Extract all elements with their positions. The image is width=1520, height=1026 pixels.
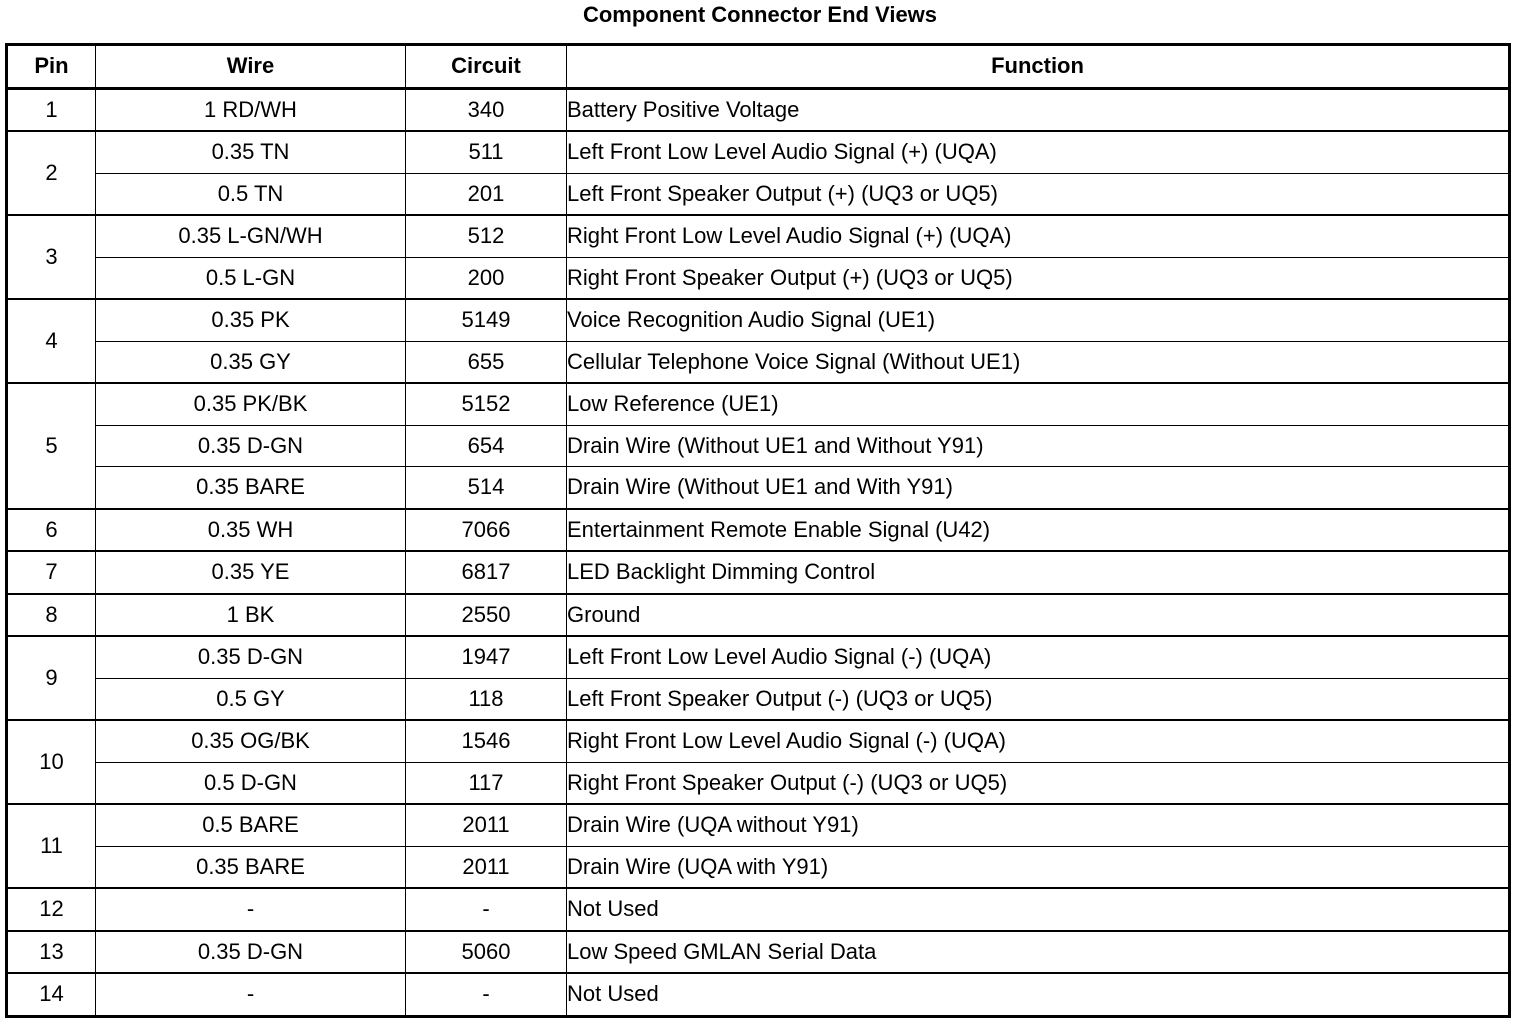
wire-cell: 1 BK xyxy=(96,594,406,637)
pin-cell: 8 xyxy=(7,594,96,637)
function-cell: Left Front Speaker Output (+) (UQ3 or UQ5) xyxy=(567,173,1510,215)
circuit-cell: 514 xyxy=(406,467,567,509)
header-function: Function xyxy=(567,45,1510,89)
circuit-cell: 654 xyxy=(406,425,567,467)
function-cell: Low Speed GMLAN Serial Data xyxy=(567,931,1510,974)
table-row xyxy=(7,383,1510,425)
wire-cell: 0.35 WH xyxy=(96,509,406,552)
header-wire: Wire xyxy=(96,45,406,89)
pin-cell: 3 xyxy=(7,215,96,299)
function-cell: Entertainment Remote Enable Signal (U42) xyxy=(567,509,1510,552)
wire-cell: 0.35 YE xyxy=(96,551,406,594)
wire-cell: - xyxy=(96,973,406,1016)
function-cell: Right Front Low Level Audio Signal (+) (UQA) xyxy=(567,215,1510,257)
circuit-cell: - xyxy=(406,888,567,931)
wire-cell: 0.35 OG/BK xyxy=(96,720,406,762)
function-cell: Right Front Speaker Output (-) (UQ3 or UQ5) xyxy=(567,762,1510,804)
connector-table xyxy=(5,43,1511,1018)
table-row xyxy=(7,299,1510,341)
table-row xyxy=(7,973,1510,1016)
function-cell: LED Backlight Dimming Control xyxy=(567,551,1510,594)
wire-cell: 0.35 PK xyxy=(96,299,406,341)
circuit-cell: 5060 xyxy=(406,931,567,974)
circuit-cell: - xyxy=(406,973,567,1016)
table-row xyxy=(7,551,1510,594)
wire-cell: - xyxy=(96,888,406,931)
function-cell: Drain Wire (Without UE1 and With Y91) xyxy=(567,467,1510,509)
page-title: Component Connector End Views xyxy=(582,2,938,27)
pin-cell: 13 xyxy=(7,931,96,974)
header-row xyxy=(7,45,1510,89)
wire-cell: 0.5 GY xyxy=(96,678,406,720)
function-cell: Ground xyxy=(567,594,1510,637)
table-row xyxy=(7,173,1510,215)
table-row xyxy=(7,636,1510,678)
pin-cell: 11 xyxy=(7,804,96,888)
wire-cell: 0.35 D-GN xyxy=(96,931,406,974)
function-cell: Drain Wire (Without UE1 and Without Y91) xyxy=(567,425,1510,467)
circuit-cell: 2011 xyxy=(406,846,567,888)
wire-cell: 0.35 GY xyxy=(96,341,406,383)
pin-cell: 6 xyxy=(7,509,96,552)
table-row xyxy=(7,131,1510,173)
table-row xyxy=(7,88,1510,131)
table-row xyxy=(7,888,1510,931)
circuit-cell: 1546 xyxy=(406,720,567,762)
wire-cell: 0.5 L-GN xyxy=(96,257,406,299)
table-row xyxy=(7,762,1510,804)
table-row xyxy=(7,720,1510,762)
pin-cell: 1 xyxy=(7,88,96,131)
table-row xyxy=(7,215,1510,257)
wire-cell: 0.35 L-GN/WH xyxy=(96,215,406,257)
function-cell: Left Front Low Level Audio Signal (-) (UQA) xyxy=(567,636,1510,678)
function-cell: Right Front Low Level Audio Signal (-) (UQA) xyxy=(567,720,1510,762)
pin-cell: 14 xyxy=(7,973,96,1016)
table-row xyxy=(7,846,1510,888)
pin-cell: 4 xyxy=(7,299,96,383)
circuit-cell: 512 xyxy=(406,215,567,257)
table-row xyxy=(7,509,1510,552)
wire-cell: 0.35 TN xyxy=(96,131,406,173)
table-row xyxy=(7,257,1510,299)
wire-cell: 0.35 PK/BK xyxy=(96,383,406,425)
circuit-cell: 201 xyxy=(406,173,567,215)
wire-cell: 0.35 D-GN xyxy=(96,425,406,467)
function-cell: Right Front Speaker Output (+) (UQ3 or UQ5) xyxy=(567,257,1510,299)
circuit-cell: 340 xyxy=(406,88,567,131)
table-row xyxy=(7,594,1510,637)
table-row xyxy=(7,931,1510,974)
function-cell: Voice Recognition Audio Signal (UE1) xyxy=(567,299,1510,341)
circuit-cell: 5149 xyxy=(406,299,567,341)
circuit-cell: 6817 xyxy=(406,551,567,594)
circuit-cell: 655 xyxy=(406,341,567,383)
function-cell: Not Used xyxy=(567,888,1510,931)
wire-cell: 0.5 BARE xyxy=(96,804,406,846)
circuit-cell: 200 xyxy=(406,257,567,299)
wire-cell: 0.35 BARE xyxy=(96,846,406,888)
table-row xyxy=(7,467,1510,509)
function-cell: Left Front Low Level Audio Signal (+) (UQA) xyxy=(567,131,1510,173)
wire-cell: 0.5 TN xyxy=(96,173,406,215)
pin-cell: 9 xyxy=(7,636,96,720)
function-cell: Cellular Telephone Voice Signal (Without UE1) xyxy=(567,341,1510,383)
circuit-cell: 7066 xyxy=(406,509,567,552)
table-row xyxy=(7,425,1510,467)
table-row xyxy=(7,341,1510,383)
circuit-cell: 2550 xyxy=(406,594,567,637)
table-body xyxy=(7,88,1510,1016)
circuit-cell: 117 xyxy=(406,762,567,804)
circuit-cell: 2011 xyxy=(406,804,567,846)
header-circuit: Circuit xyxy=(406,45,567,89)
pin-cell: 10 xyxy=(7,720,96,804)
table-row xyxy=(7,804,1510,846)
function-cell: Low Reference (UE1) xyxy=(567,383,1510,425)
function-cell: Not Used xyxy=(567,973,1510,1016)
circuit-cell: 511 xyxy=(406,131,567,173)
function-cell: Battery Positive Voltage xyxy=(567,88,1510,131)
pin-cell: 2 xyxy=(7,131,96,215)
pin-cell: 12 xyxy=(7,888,96,931)
function-cell: Drain Wire (UQA with Y91) xyxy=(567,846,1510,888)
header-pin: Pin xyxy=(7,45,96,89)
function-cell: Drain Wire (UQA without Y91) xyxy=(567,804,1510,846)
circuit-cell: 1947 xyxy=(406,636,567,678)
pin-cell: 7 xyxy=(7,551,96,594)
function-cell: Left Front Speaker Output (-) (UQ3 or UQ5) xyxy=(567,678,1510,720)
wire-cell: 1 RD/WH xyxy=(96,88,406,131)
pin-cell: 5 xyxy=(7,383,96,509)
wire-cell: 0.35 BARE xyxy=(96,467,406,509)
circuit-cell: 118 xyxy=(406,678,567,720)
wire-cell: 0.35 D-GN xyxy=(96,636,406,678)
table-row xyxy=(7,678,1510,720)
wire-cell: 0.5 D-GN xyxy=(96,762,406,804)
circuit-cell: 5152 xyxy=(406,383,567,425)
